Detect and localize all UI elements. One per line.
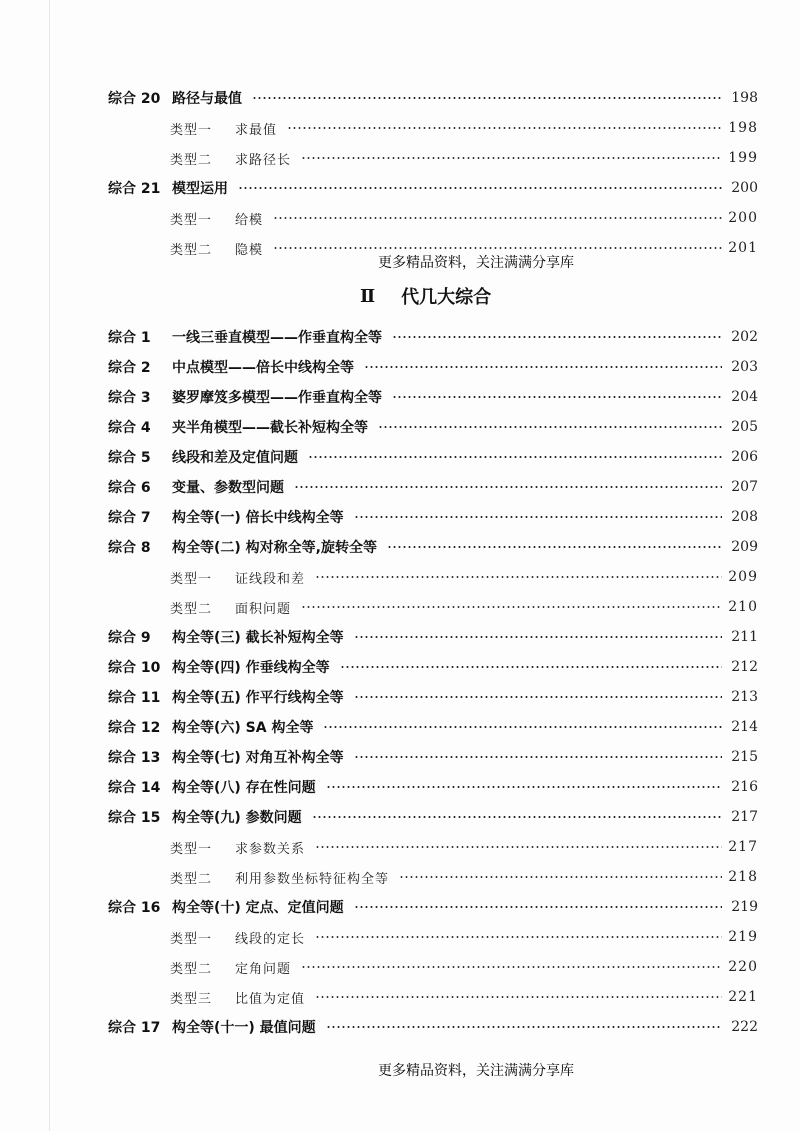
entry-number: 综合 4: [108, 420, 151, 436]
dot-leader: [340, 666, 722, 668]
entry-page-number: 202: [731, 329, 758, 345]
entry-title: 构全等(八) 存在性问题: [172, 780, 316, 796]
entry-page-number: 209: [728, 569, 758, 585]
dot-leader: [252, 97, 722, 99]
entry-number: 综合 10: [108, 660, 161, 676]
toc-subentry[interactable]: [170, 836, 758, 858]
entry-page-number: 217: [731, 809, 758, 825]
entry-title: 构全等(六) SA 构全等: [172, 720, 314, 736]
entry-type-label: 类型二: [170, 242, 213, 258]
dot-leader: [387, 546, 722, 548]
entry-number: 综合 8: [108, 540, 151, 556]
entry-title: 婆罗摩笈多模型——作垂直构全等: [172, 390, 382, 406]
toc-entry[interactable]: [108, 446, 758, 468]
toc-entry[interactable]: [108, 686, 758, 708]
entry-title: 利用参数坐标特征构全等: [235, 871, 390, 887]
entry-page-number: 221: [728, 989, 758, 1005]
entry-page-number: 216: [731, 779, 758, 795]
entry-number: 综合 13: [108, 750, 161, 766]
entry-page-number: 219: [728, 929, 758, 945]
entry-number: 综合 16: [108, 900, 161, 916]
dot-leader: [326, 1026, 722, 1028]
entry-title: 定角问题: [235, 961, 292, 977]
entry-page-number: 203: [731, 359, 758, 375]
entry-page-number: 218: [728, 869, 758, 885]
entry-page-number: 209: [731, 539, 758, 555]
dot-leader: [392, 336, 722, 338]
entry-type-label: 类型一: [170, 571, 213, 587]
entry-page-number: 204: [731, 389, 758, 405]
toc-entry[interactable]: [108, 776, 758, 798]
part2-roman-numeral: Ⅱ: [360, 285, 376, 307]
entry-number: 综合 12: [108, 720, 161, 736]
dot-leader: [378, 426, 722, 428]
toc-entry[interactable]: [108, 1016, 758, 1038]
entry-type-label: 类型一: [170, 931, 213, 947]
toc-entry[interactable]: [108, 87, 758, 109]
entry-title: 夹半角模型——截长补短构全等: [172, 420, 368, 436]
entry-type-label: 类型一: [170, 212, 213, 228]
dot-leader: [354, 516, 722, 518]
toc-entry[interactable]: [108, 536, 758, 558]
toc-entry[interactable]: [108, 656, 758, 678]
dot-leader: [354, 636, 722, 638]
entry-title: 求路径长: [235, 152, 292, 168]
entry-title: 面积问题: [235, 601, 292, 617]
entry-number: 综合 9: [108, 630, 151, 646]
toc-entry[interactable]: [108, 177, 758, 199]
entry-title: 证线段和差: [235, 571, 306, 587]
entry-title: 构全等(七) 对角互补构全等: [172, 750, 344, 766]
dot-leader: [238, 187, 722, 189]
toc-subentry[interactable]: [170, 986, 758, 1008]
part2-heading: [360, 282, 491, 310]
entry-title: 隐模: [235, 242, 264, 258]
entry-title: 一线三垂直模型——作垂直构全等: [172, 330, 382, 346]
entry-number: 综合 7: [108, 510, 151, 526]
toc-subentry[interactable]: [170, 956, 758, 978]
entry-page-number: 222: [731, 1019, 758, 1035]
dot-leader: [273, 217, 722, 219]
entry-page-number: 198: [728, 120, 758, 136]
entry-type-label: 类型二: [170, 152, 213, 168]
toc-entry[interactable]: [108, 716, 758, 738]
entry-title: 构全等(二) 构对称全等,旋转全等: [172, 540, 377, 556]
entry-page-number: 207: [731, 479, 758, 495]
entry-type-label: 类型一: [170, 122, 213, 138]
entry-number: 综合 11: [108, 690, 161, 706]
entry-number: 综合 20: [108, 91, 161, 107]
toc-subentry[interactable]: [170, 566, 758, 588]
toc-entry[interactable]: [108, 896, 758, 918]
entry-page-number: 199: [728, 150, 758, 166]
entry-title: 构全等(一) 倍长中线构全等: [172, 510, 344, 526]
dot-leader: [315, 996, 722, 998]
entry-page-number: 217: [728, 839, 758, 855]
entry-title: 中点模型——倍长中线构全等: [172, 360, 354, 376]
entry-number: 综合 17: [108, 1020, 161, 1036]
entry-page-number: 213: [731, 689, 758, 705]
toc-entry[interactable]: [108, 356, 758, 378]
dot-leader: [287, 127, 722, 129]
dot-leader: [399, 876, 722, 878]
entry-page-number: 211: [731, 629, 758, 645]
entry-number: 综合 15: [108, 810, 161, 826]
entry-page-number: 214: [731, 719, 758, 735]
entry-page-number: 206: [731, 449, 758, 465]
entry-title: 构全等(四) 作垂线构全等: [172, 660, 330, 676]
entry-title: 线段的定长: [235, 931, 306, 947]
entry-number: 综合 1: [108, 330, 151, 346]
dot-leader: [301, 157, 722, 159]
dot-leader: [326, 786, 722, 788]
toc-subentry[interactable]: [170, 207, 758, 229]
entry-title: 路径与最值: [172, 91, 242, 107]
entry-number: 综合 5: [108, 450, 151, 466]
entry-title: 求参数关系: [235, 841, 306, 857]
entry-title: 给模: [235, 212, 264, 228]
entry-page-number: 212: [731, 659, 758, 675]
entry-page-number: 215: [731, 749, 758, 765]
entry-type-label: 类型二: [170, 961, 213, 977]
entry-page-number: 208: [731, 509, 758, 525]
binding-edge: [49, 0, 50, 1131]
entry-page-number: 198: [731, 90, 758, 106]
entry-page-number: 220: [728, 959, 758, 975]
dot-leader: [315, 846, 722, 848]
entry-type-label: 类型一: [170, 841, 213, 857]
entry-number: 综合 21: [108, 181, 161, 197]
toc-entry[interactable]: [108, 326, 758, 348]
dot-leader: [301, 606, 722, 608]
toc-entry[interactable]: [108, 416, 758, 438]
entry-number: 综合 2: [108, 360, 151, 376]
entry-title: 构全等(十一) 最值问题: [172, 1020, 316, 1036]
entry-type-label: 类型二: [170, 871, 213, 887]
dot-leader: [364, 366, 722, 368]
watermark-top: 更多精品资料，关注满满分享库: [378, 255, 574, 271]
entry-page-number: 219: [731, 899, 758, 915]
toc-entry[interactable]: [108, 806, 758, 828]
entry-title: 变量、参数型问题: [172, 480, 284, 496]
toc-entry[interactable]: [108, 746, 758, 768]
toc-entry[interactable]: [108, 476, 758, 498]
watermark-bottom: 更多精品资料，关注满满分享库: [378, 1063, 574, 1079]
dot-leader: [354, 696, 722, 698]
toc-subentry[interactable]: [170, 866, 758, 888]
toc-subentry[interactable]: [170, 926, 758, 948]
dot-leader: [315, 936, 722, 938]
entry-number: 综合 3: [108, 390, 151, 406]
dot-leader: [294, 486, 722, 488]
toc-entry[interactable]: [108, 506, 758, 528]
entry-page-number: 201: [728, 240, 758, 256]
dot-leader: [354, 756, 722, 758]
entry-title: 构全等(十) 定点、定值问题: [172, 900, 344, 916]
entry-type-label: 类型二: [170, 601, 213, 617]
dot-leader: [392, 396, 722, 398]
dot-leader: [323, 726, 722, 728]
entry-title: 求最值: [235, 122, 278, 138]
entry-number: 综合 14: [108, 780, 161, 796]
toc-entry[interactable]: [108, 386, 758, 408]
dot-leader: [354, 906, 722, 908]
toc-subentry[interactable]: [170, 147, 758, 169]
dot-leader: [315, 576, 722, 578]
dot-leader: [312, 816, 722, 818]
entry-title: 构全等(五) 作平行线构全等: [172, 690, 344, 706]
part2-title: 代几大综合: [401, 287, 492, 308]
toc-subentry[interactable]: [170, 117, 758, 139]
dot-leader: [308, 456, 722, 458]
dot-leader: [301, 966, 722, 968]
entry-page-number: 200: [731, 180, 758, 196]
toc-entry[interactable]: [108, 626, 758, 648]
entry-title: 模型运用: [172, 181, 228, 197]
entry-page-number: 205: [731, 419, 758, 435]
dot-leader: [273, 247, 722, 249]
entry-title: 比值为定值: [235, 991, 306, 1007]
entry-page-number: 210: [728, 599, 758, 615]
entry-title: 构全等(九) 参数问题: [172, 810, 302, 826]
entry-type-label: 类型三: [170, 991, 213, 1007]
entry-page-number: 200: [728, 210, 758, 226]
entry-number: 综合 6: [108, 480, 151, 496]
entry-title: 构全等(三) 截长补短构全等: [172, 630, 344, 646]
toc-subentry[interactable]: [170, 596, 758, 618]
entry-title: 线段和差及定值问题: [172, 450, 298, 466]
